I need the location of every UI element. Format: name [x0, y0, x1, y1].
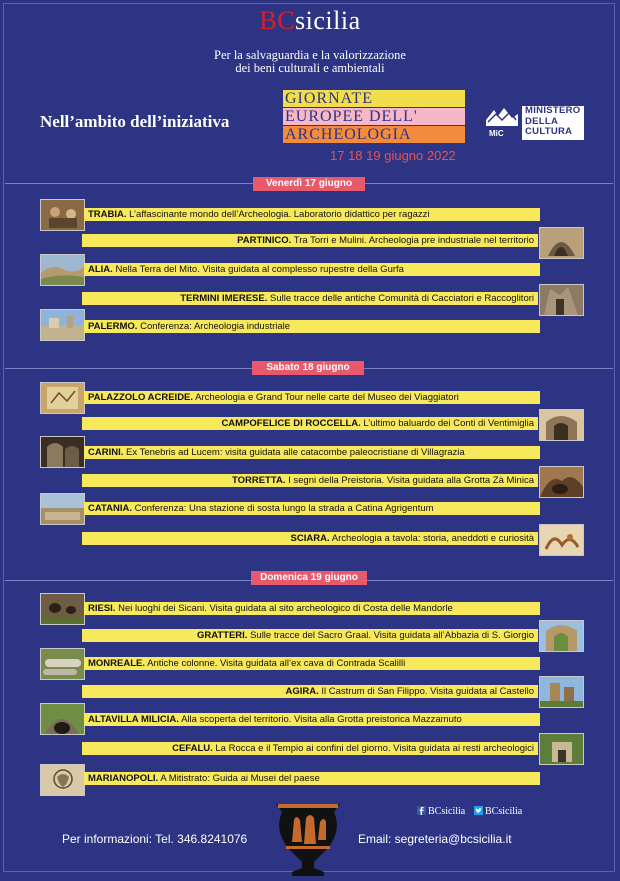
event-bar [82, 685, 538, 698]
brand-subtitle-line2: dei beni culturali e ambientali [235, 61, 385, 75]
event-text: Antiche colonne. Visita guidata all’ex cava di Contrada Scalilli [147, 658, 406, 669]
event-text: L’affascinante mondo dell’Archeologia. Laboratorio didattico per ragazzi [129, 209, 430, 220]
event-bar [84, 713, 540, 726]
event-location: CAMPOFELICE DI ROCCELLA. [221, 418, 361, 429]
event-photo [539, 284, 584, 316]
brand-subtitle-line1: Per la salvaguardia e la valorizzazione [214, 48, 406, 62]
event-text: Tra Torri e Mulini. Archeologia pre industriale nel territorio [293, 235, 534, 246]
event-location: ALTAVILLA MILICIA. [88, 714, 179, 725]
event-location: CATANIA. [88, 503, 132, 514]
mic-textbox [522, 106, 584, 140]
event-bar [84, 657, 540, 670]
event-bar [82, 292, 538, 305]
event-text: Conferenza: Archeologia industriale [140, 321, 291, 332]
event-photo [40, 309, 85, 341]
event-bar [84, 263, 540, 276]
initiative-label: Nell’ambito dell’iniziativa [40, 112, 230, 131]
event-bar [82, 742, 538, 755]
gea-line-1: GIORNATE [283, 90, 465, 107]
event-bar [84, 391, 540, 404]
event-photo [539, 227, 584, 259]
event-text: I segni della Preistoria. Visita guidata alla Grotta Zà Minica [288, 475, 534, 486]
event-location: PALAZZOLO ACREIDE. [88, 392, 194, 403]
contact-email[interactable]: Email: segreteria@bcsicilia.it [358, 832, 512, 846]
event-photo [539, 409, 584, 441]
gea-dates: 17 18 19 giugno 2022 [330, 148, 456, 163]
event-photo [40, 254, 85, 286]
event-bar [84, 602, 540, 615]
event-text: Archeologia e Grand Tour nelle carte del Museo dei Viaggiatori [195, 392, 459, 403]
event-location: CARINI. [88, 447, 124, 458]
brand-rest: sicilia [295, 6, 361, 35]
event-photo [40, 382, 85, 414]
mic-line-1: MINISTERO [525, 105, 581, 116]
event-location: RIESI. [88, 603, 116, 614]
event-bar [84, 208, 540, 221]
contact-phone: Per informazioni: Tel. 346.8241076 [62, 832, 248, 846]
event-text: Conferenza: Una stazione di sosta lungo la strada a Catina Agrigentum [134, 503, 434, 514]
event-text: Sulle tracce del Sacro Graal. Visita guidata all’Abbazia di S. Giorgio [250, 630, 534, 641]
brand-bc: BC [259, 6, 296, 35]
event-photo [539, 466, 584, 498]
gea-logo [283, 90, 465, 144]
event-bar [84, 320, 540, 333]
event-location: MONREALE. [88, 658, 145, 669]
event-photo [539, 620, 584, 652]
mic-emblem-icon [484, 106, 520, 140]
krater-vase-image [272, 800, 344, 876]
event-location: GRATTERI. [196, 630, 248, 641]
event-location: TRABIA. [88, 209, 127, 220]
event-text: Nella Terra del Mito. Visita guidata al complesso rupestre della Gurfa [115, 264, 404, 275]
event-location: MARIANOPOLI. [88, 773, 159, 784]
event-location: ALIA. [88, 264, 113, 275]
event-bar [82, 234, 538, 247]
event-bar [84, 446, 540, 459]
day-label-venerdi: Venerdì 17 giugno [253, 177, 365, 191]
event-photo [40, 493, 85, 525]
event-photo [40, 593, 85, 625]
event-text: Il Castrum di San Filippo. Visita guidata al Castello [321, 686, 534, 697]
event-location: SCIARA. [290, 533, 330, 544]
twitter-icon [474, 806, 483, 815]
event-location: PALERMO. [88, 321, 138, 332]
event-photo [40, 648, 85, 680]
mic-logo [484, 106, 584, 140]
mic-label: MiC [489, 129, 504, 138]
event-bar [82, 532, 538, 545]
event-text: L’ultimo baluardo dei Conti di Ventimiglia [363, 418, 534, 429]
event-text: Ex Tenebris ad Lucem: visita guidata alle catacombe paleocristiane di Villagrazia [126, 447, 465, 458]
facebook-link[interactable] [417, 806, 465, 817]
gea-line-2: EUROPEE DELL' [283, 108, 465, 125]
event-text: Sulle tracce delle antiche Comunità di Cacciatori e Raccoglitori [269, 293, 534, 304]
event-photo [539, 676, 584, 708]
event-bar [82, 474, 538, 487]
event-photo [40, 703, 85, 735]
event-text: La Rocca e il Tempio ai confini del giorno. Visita guidata ai resti archeologici [215, 743, 534, 754]
event-location: CEFALU. [172, 743, 213, 754]
day-label-sabato: Sabato 18 giugno [252, 361, 364, 375]
header [0, 0, 620, 180]
event-text: Nei luoghi dei Sicani. Visita guidata al sito archeologico di Costa delle Mandorle [118, 603, 453, 614]
event-photo [40, 199, 85, 231]
twitter-link[interactable] [474, 806, 522, 817]
gea-line-3: ARCHEOLOGIA [283, 126, 465, 143]
event-text: Alla scoperta del territorio. Visita alla Grotta preistorica Mazzamuto [181, 714, 462, 725]
event-bar [82, 417, 538, 430]
event-location: TORRETTA. [231, 475, 286, 486]
event-bar [84, 772, 540, 785]
facebook-handle: BCsicilia [428, 806, 466, 817]
mic-line-2: DELLA [525, 115, 559, 127]
event-bar [82, 629, 538, 642]
event-photo [40, 436, 85, 468]
facebook-icon [417, 806, 426, 815]
twitter-handle: BCsicilia [485, 806, 523, 817]
event-text: A Mitistrato: Guida ai Musei del paese [160, 773, 320, 784]
event-text: Archeologia a tavola: storia, aneddoti e curiosità [331, 533, 534, 544]
day-label-domenica: Domenica 19 giugno [251, 571, 367, 585]
event-location: TERMINI IMERESE. [180, 293, 268, 304]
event-photo [539, 733, 584, 765]
event-location: AGIRA. [285, 686, 319, 697]
event-bar [84, 502, 540, 515]
event-location: PARTINICO. [237, 235, 292, 246]
event-photo [40, 764, 85, 796]
mic-line-3: CULTURA [525, 126, 573, 137]
event-photo [539, 524, 584, 556]
brand-title [0, 6, 620, 36]
